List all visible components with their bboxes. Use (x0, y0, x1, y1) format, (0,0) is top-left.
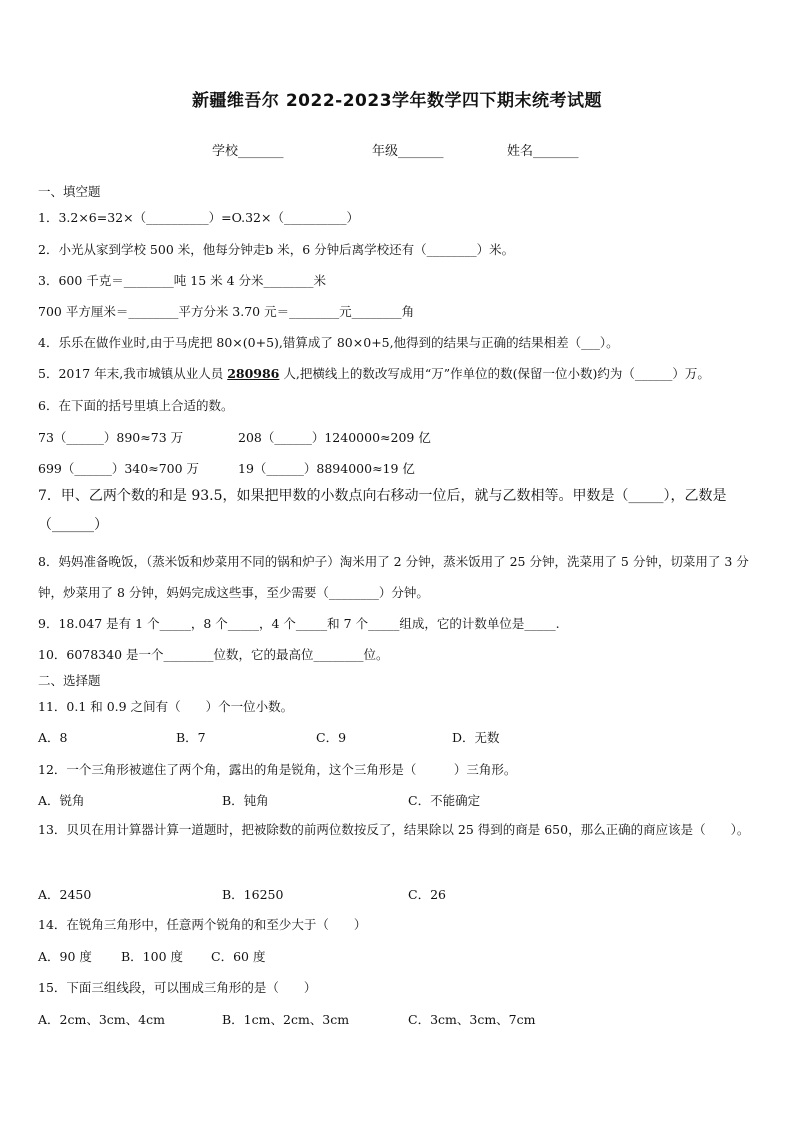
section-choice: 二、选择题 (38, 673, 101, 688)
question-6: 6．在下面的括号里填上合适的数。 (38, 398, 234, 413)
q13-option-a: A．2450 (38, 887, 92, 902)
question-7: 7．甲、乙两个数的和是 93.5，如果把甲数的小数点向右移动一位后，就与乙数相等。甲数是（_____），乙数是（______） (38, 488, 727, 533)
question-6-a: 73（______）890≈73 万 (38, 430, 184, 445)
question-8: 8．妈妈准备晚饭，（蒸米饭和炒菜用不同的锅和炉子）淘米用了 2 分钟，蒸米饭用了 25 分钟，洗菜用了 5 分钟，切菜用了 3 分钟，炒菜用了 8 分钟，妈妈完成这些事，至少需要（________）分钟。 (38, 554, 749, 600)
q13-option-c: C．26 (408, 887, 446, 902)
question-4: 4．乐乐在做作业时,由于马虎把 80×(0+5),错算成了 80×0+5,他得到的结果与正确的结果相差（___）。 (38, 335, 619, 350)
question-13: 13．贝贝在用计算器计算一道题时，把被除数的前两位数按反了，结果除以 25 得到的商是 650，那么正确的商应该是（ ）。 (38, 822, 750, 837)
question-14: 14．在锐角三角形中，任意两个锐角的和至少大于（ ） (38, 917, 367, 932)
question-3-line-2: 700 平方厘米＝________平方分米 3.70 元＝________元________角 (38, 304, 415, 319)
q11-option-a: A．8 (38, 730, 68, 745)
question-15: 15．下面三组线段，可以围成三角形的是（ ） (38, 980, 317, 995)
school-field: 学校_______ (212, 144, 284, 159)
question-6-b: 208（______）1240000≈209 亿 (238, 430, 431, 445)
q12-option-b: B．钝角 (222, 793, 269, 808)
page-title: 新疆维吾尔 2022-2023学年数学四下期末统考试题 (191, 91, 603, 111)
q12-option-c: C．不能确定 (408, 793, 481, 808)
question-5 (38, 364, 710, 382)
question-5-suffix: 人,把横线上的数改写成用“万”作单位的数(保留一位小数)约为（______）万。 (279, 366, 710, 381)
q15-option-c: C．3cm、3cm、7cm (408, 1012, 536, 1027)
question-1: 1．3.2×6=32×（__________）=O.32×（__________） (38, 210, 359, 225)
name-field: 姓名_______ (507, 144, 579, 159)
question-11: 11．0.1 和 0.9 之间有（ ）个一位小数。 (38, 699, 294, 714)
question-3-line-1: 3．600 千克＝________吨 15 米 4 分米________米 (38, 273, 327, 288)
q15-option-a: A．2cm、3cm、4cm (38, 1012, 165, 1027)
question-12: 12．一个三角形被遮住了两个角，露出的角是锐角，这个三角形是（ ）三角形。 (38, 762, 517, 777)
q12-option-a: A．锐角 (38, 793, 85, 808)
q14-option-b: B．100 度 (121, 949, 184, 964)
question-9: 9．18.047 是有 1 个_____，8 个_____，4 个_____和 7 个_____组成，它的计数单位是_____. (38, 616, 560, 631)
question-5-number: 280986 (227, 366, 280, 381)
q13-option-b: B．16250 (222, 887, 284, 902)
q11-option-b: B．7 (176, 730, 206, 745)
question-6-c: 699（______）340≈700 万 (38, 461, 200, 476)
q15-option-b: B．1cm、2cm、3cm (222, 1012, 350, 1027)
q11-option-c: C．9 (316, 730, 347, 745)
question-5-prefix: 5．2017 年末,我市城镇从业人员 (38, 366, 228, 381)
question-2: 2．小光从家到学校 500 米，他每分钟走b 米，6 分钟后离学校还有（________）米。 (38, 242, 515, 257)
question-10: 10．6078340 是一个________位数，它的最高位________位。 (38, 647, 389, 662)
q11-option-d: D．无数 (452, 730, 500, 745)
q14-option-c: C．60 度 (211, 949, 266, 964)
section-fill-blank: 一、填空题 (38, 184, 101, 199)
q14-option-a: A．90 度 (38, 949, 92, 964)
grade-field: 年级_______ (372, 144, 444, 159)
question-6-d: 19（______）8894000≈19 亿 (238, 461, 415, 476)
